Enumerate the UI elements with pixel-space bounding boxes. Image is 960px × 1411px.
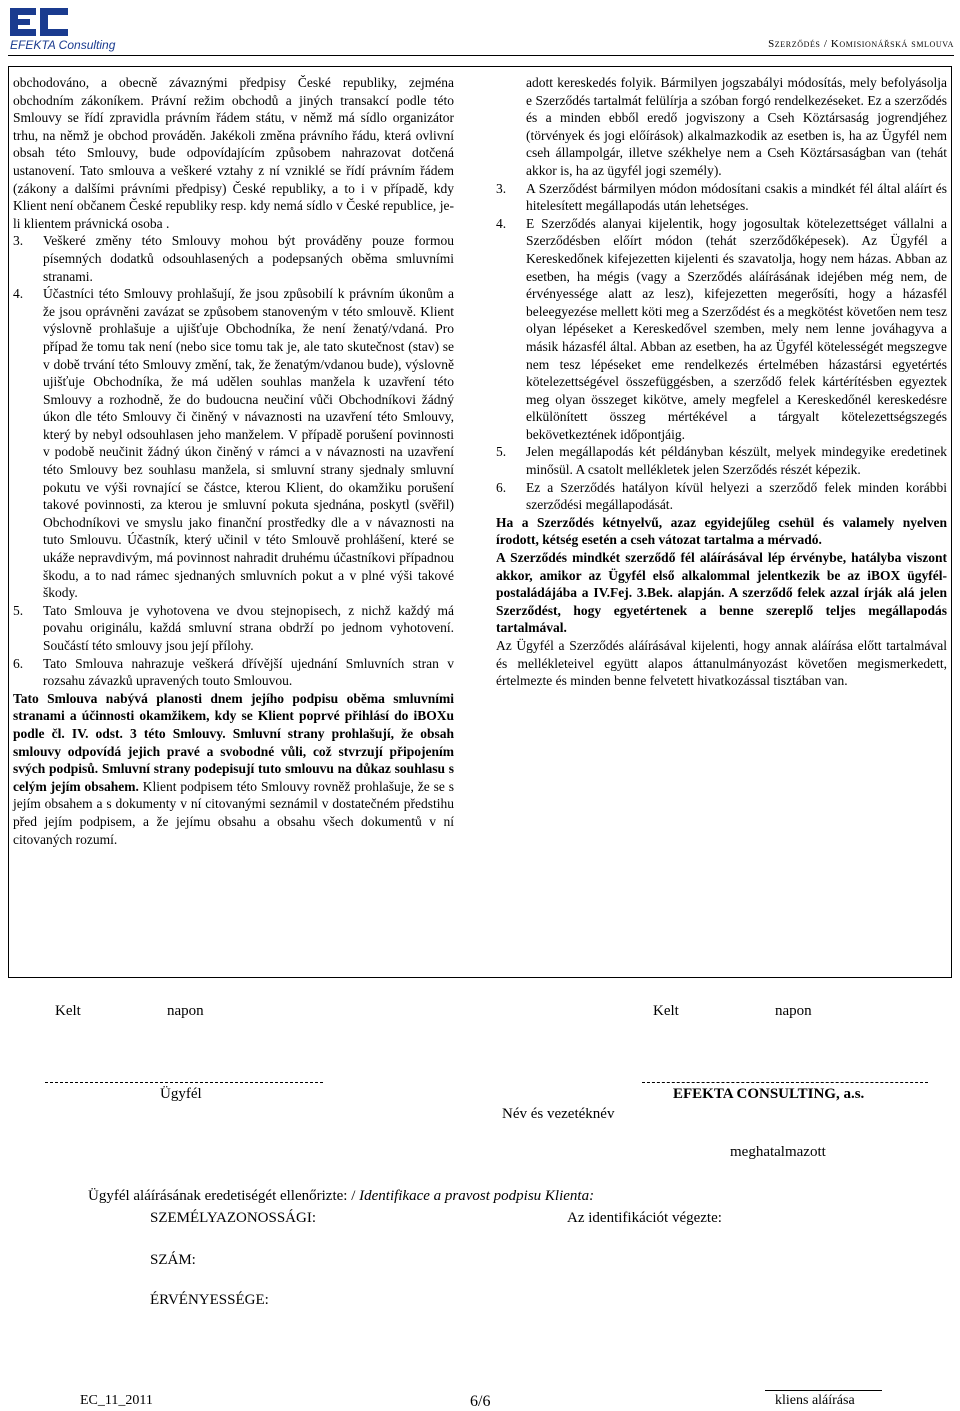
item-number: 4. <box>496 215 507 231</box>
client-sign-label: kliens aláírása <box>775 1393 855 1408</box>
validity-label: ÉRVÉNYESSÉGE: <box>150 1292 269 1308</box>
bilingual-clause: Ha a Szerződés kétnyelvű, azaz egyidejűleg csehül és valamely nyelven írodott, kétség esetén a cseh vátozat tartalma a mérvadó. <box>496 514 947 548</box>
number-label: SZÁM: <box>150 1252 196 1268</box>
item-number: 6. <box>13 655 24 671</box>
item-text: A Szerződést bármilyen módon módosítani csakis a mindkét fél által aláírt és hitelesített megállapodás után lehetséges. <box>526 180 947 214</box>
list-item <box>496 180 947 215</box>
validity-clause: A Szerződés mindkét szerződő fél aláírásával lép érvénybe, hatályba viszont akkor, amikor az Ügyfél első alkalommal jelentkezik be az iBOX ügyfél-postaládájába a IV.Fej. 3.Bek. alapján. A szerződő felek azzal írják alá jelen Szerződést, hogy egyetértenek a benne szereplő teljes megállapodás tartalmával. <box>496 550 947 636</box>
client-sign-line <box>765 1390 882 1391</box>
item-number: 5. <box>496 444 507 460</box>
napon-label-right: napon <box>775 1003 812 1019</box>
client-label: Ügyfél <box>160 1086 202 1102</box>
item-number: 5. <box>13 602 24 618</box>
authorized-label: meghatalmazott <box>730 1144 826 1160</box>
item-text: Tato Smlouva je vyhotovena ve dvou stejnopisech, z nichž každý má povahu originálu, každá smluvní strana obdrží po jednom vyhotovení. Součástí této smlouvy jsou její přílohy. <box>43 602 454 653</box>
header-divider <box>8 55 954 56</box>
item-text: Tato Smlouva nahrazuje veškerá dřívější ujednání Smluvních stran v rozsahu závazků upravených touto Smlouvou. <box>43 655 454 689</box>
page-number: 6/6 <box>470 1393 491 1410</box>
signature-verification-label <box>88 1188 594 1205</box>
company-name: EFEKTA Consulting <box>10 38 116 52</box>
item-text: Jelen megállapodás két példányban készült, melyek mindegyike eredetinek minősül. A csatolt mellékletek jelen Szerződés részét képezik. <box>526 444 947 478</box>
item-number: 4. <box>13 286 24 302</box>
item-text: Veškeré změny této Smlouvy mohou být prováděny pouze formou písemných dodatků odsouhlasených a podepsaných oběma smluvními stranami. <box>43 233 454 284</box>
verify-text: Ügyfél aláírásának eredetiségét ellenőrizte: / <box>88 1188 360 1204</box>
napon-label-left: napon <box>167 1003 204 1019</box>
client-signature-line <box>45 1082 323 1083</box>
item-number: 3. <box>13 233 24 249</box>
kelt-label-right: Kelt <box>653 1003 679 1019</box>
name-label: Név és vezetéknév <box>502 1106 615 1122</box>
list-item <box>496 479 947 514</box>
list-item <box>13 232 454 285</box>
closing-text: Klient podpisem této Smlouvy rovněž prohlašuje, že se s jejím obsahem a s dokumenty v ní citovanými seznámil v dostatečném předstihu před jejím podpisem, a že jejímu obsahu a obsahu všech dokumentů v ní citovaných rozumí. <box>13 778 454 847</box>
hungarian-column <box>496 74 947 690</box>
list-item <box>13 602 454 655</box>
closing-paragraph: Az Ügyfél a Szerződés aláírásával kijelenti, hogy annak aláírása előtt tartalmával és mellékleteivel együtt alapos áttanulmányozást követően megismerkedett, értelmezte és minden benne felvetett hivatkozással tisztában van. <box>496 638 947 689</box>
item-number: 3. <box>496 180 507 196</box>
intro-paragraph: obchodováno, a obecně závaznými předpisy České republiky, zejména obchodním zákoníkem. Právní režim obchodů a jiných transakcí podle této Smlouvy se řídí zpravidla právním řádem státu, v němž má sídlo organizátor trhu, na němž je obchod prováděn. Jakékoli změna právního řádu, která ovlivní obsah této Smlouvy, bude odpovídajícím způsobem nahrazovat dotčená ustanovení. Tato smlouva a veškeré vztahy z ní vzniklé se řídí právním řádem (zákony a dalšími právními předpisy) České republiky, a to i v případě, kdy Klient není občanem České republiky resp. kdy nemá sídlo v České republice, je-li klientem právnická osoba . <box>13 75 454 231</box>
item-text: Účastníci této Smlouvy prohlašují, že jsou způsobilí k právním úkonům a že jsou oprávněni zavázat se způsobem stanoveným v této smlouvě. Klient výslovně prohlašuje a ujišťuje Obchodníka, že není ženatý/vdaná. Pro případ že tomu tak není (nebo sice tomu tak je, ale tato skutečnost (stav) se v době trvání této Smlouvy změní, tak, že ženatým/vdanou bude), výslovně ujišťuje Obchodníka, že má udělen souhlas manžela k uzavření této Smlouvy a rozhodně, že do budoucna neučiní vůči Obchodníkovi žádný úkon dle této Smlouvy či činěný v návaznosti na uzavření této Smlouvy, který by nebyl odsouhlasen jeho manželem. V případě porušení povinnosti v podobě neučinit žádný úkon činěný v rámci a v návaznosti na uzavření této Smlouvy bez souhlasu manžela, si smluvní strany sjednaly smluvní pokutu ve výši rovnající se částce, kterou Klient, do okamžiku porušení takové povinnosti, za kterou je smluvní pokuta sjednána, poskytl (svěřil) Obchodníkovi ve smyslu jako finanční prostředky dle a v návaznosti na tuto Smlouvu. Účastník, který učinil v této Smlouvě prohlášení, které se ukáže nepravdivým, má povinnost nahradit druhému účastníkovi případnou škodu, a to nad rámec sjednaných smluvních pokut a v plné výši takové škody. <box>43 286 454 601</box>
list-item <box>13 285 454 602</box>
intro-paragraph: adott kereskedés folyik. Bármilyen jogszabályi módosítás, mely befolyásolja e Szerződés tartalmát felülírja a szóban forgó rendelkezéseket. Ez a szerződés és a minden ebből eredő jogviszony a Cseh Köztársaság jogrendjéhez (törvények és jogi előírások) alkalmazkodik az esetben is, ha az Ügyfél nem cseh állampolgár, illetve székhelye nem a Cseh Köztársaságban van (tehát akkor is, ha az ügyfél jogi személy). <box>526 75 947 178</box>
company-signatory: EFEKTA CONSULTING, a.s. <box>673 1086 865 1102</box>
efekta-logo <box>10 6 70 38</box>
list-item <box>496 215 947 444</box>
czech-column <box>13 74 454 848</box>
id-label: SZEMÉLYAZONOSSÁGI: <box>150 1210 317 1226</box>
document-code: EC_11_2011 <box>80 1393 153 1408</box>
closing-bold-text: Tato Smlouva nabývá planosti dnem jejího podpisu oběma smluvními stranami a účinnosti okamžikem, kdy se Klient poprvé přihlásí do iBOXu podle čl. IV. odst. 3 této Smlouvy. Smluvní strany prohlašují, že obsah smlouvy odpovídá jejich pravé a svobodné vůli, což stvrzují připojením svých podpisů. Smluvní strany podepisují tuto smlouvu na důkaz souhlasu s celým jejím obsahem. <box>13 690 454 794</box>
list-item <box>496 443 947 478</box>
closing-paragraph <box>13 690 454 848</box>
item-text: E Szerződés alanyai kijelentik, hogy jogosultak kötelezettséget vállalni a Szerződésben előírt módon (tehát szerződőképesek). Az Ügyfél a Kereskedőnek kifejezetten kijelenti és szavatolja, hogy nem házas. Abban az esetben, ha mégis (vagy a Szerződés aláírásának idejében még nem, de érvényessége alatt az lesz), kifejezetten megerősíti, hogy a házasfél beleegyezése mellett köti meg a Szerződést és a megkötést követően nem tesz olyan lépéseket a Kereskedővel szemben, mely nem lenne jováhagyva a másik házasfél által. Abban az esetben, ha az Ügyfél kötelességét megszegve nem tesz lépéseket eme rendelkezés értelmében házastársi egyetértés kötelezettségével összefüggésben, a szerződő felek kártérítésben egyeztek meg olyan összeget kikötve, amely megfelel a Kereskedőnél kereskedésre elkülönített összeg mértékével a tárgyalt kötelezettségszegés bekövetkeztének időpontjáig. <box>526 215 947 442</box>
kelt-label-left: Kelt <box>55 1003 81 1019</box>
document-title: Szerződés / Komisionářská smlouva <box>768 38 954 50</box>
list-item <box>13 655 454 690</box>
company-signature-line <box>642 1082 928 1083</box>
identified-by-label: Az identifikációt végezte: <box>567 1210 722 1226</box>
item-number: 6. <box>496 479 507 495</box>
item-text: Ez a Szerződés hatályon kívül helyezi a szerződő felek minden korábbi szerződési megállapodását. <box>526 479 947 513</box>
verify-italic-text: Identifikace a pravost podpisu Klienta: <box>359 1188 595 1204</box>
